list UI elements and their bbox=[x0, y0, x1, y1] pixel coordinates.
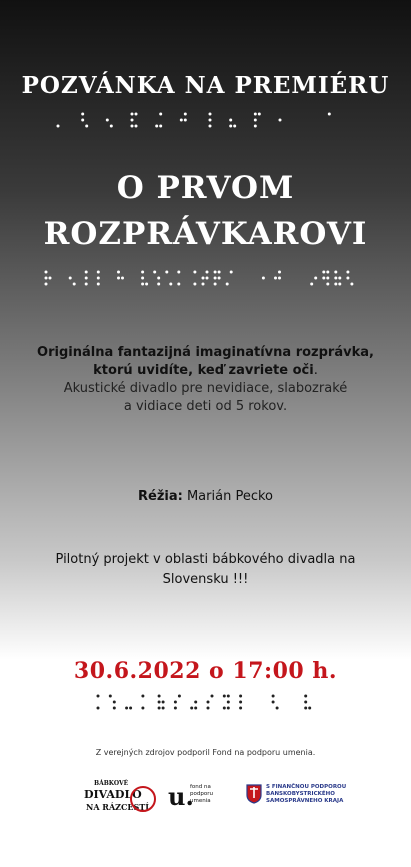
director-label: Réžia: bbox=[138, 489, 183, 504]
title-line-1: O PRVOM bbox=[116, 170, 295, 206]
bbsk-text: S FINANČNOU PODPOROU BANSKOBYSTRICKÉHO SAMOSPRÁVNEHO KRAJA bbox=[266, 784, 347, 804]
babkove-divadlo-logo bbox=[72, 780, 158, 816]
braille-invitation bbox=[0, 110, 411, 132]
fond-na-podporu-umenia-logo bbox=[168, 782, 238, 814]
director-name: Marián Pecko bbox=[186, 489, 273, 504]
premiere-date: 30.6.2022 o 17:00 h. bbox=[73, 658, 338, 684]
braille-title bbox=[0, 268, 411, 290]
description-bold-2: ktorú uvidíte, keď zavriete oči bbox=[93, 363, 314, 378]
pilot-project bbox=[30, 550, 381, 590]
funding-note: Z verejných zdrojov podporil Fond na podporu umenia. bbox=[95, 748, 316, 757]
fpu-text: fond na podporu umenia bbox=[190, 784, 213, 804]
director bbox=[0, 489, 411, 504]
bbsk-shield-icon bbox=[246, 784, 262, 804]
bdn-line-1: BÁBKOVÉ bbox=[94, 780, 129, 787]
logos-row bbox=[0, 778, 411, 818]
bbsk-logo bbox=[246, 782, 356, 814]
description-line-3: Akustické divadlo pre nevidiace, slabozraké bbox=[63, 381, 348, 396]
fpu-mark: u. bbox=[168, 782, 194, 811]
bdn-line-2: DIVADLO bbox=[84, 788, 142, 801]
description bbox=[20, 344, 391, 416]
pilot-line-2: Slovensku !!! bbox=[162, 572, 249, 587]
braille-date bbox=[0, 692, 411, 714]
invitation-heading: POZVÁNKA NA PREMIÉRU bbox=[21, 72, 390, 99]
description-period: . bbox=[313, 363, 318, 378]
pilot-line-1: Pilotný projekt v oblasti bábkového divadla na bbox=[55, 552, 356, 567]
description-bold-1: Originálna fantazijná imaginatívna rozprávka, bbox=[37, 345, 374, 360]
title-line-2: ROZPRÁVKAROVI bbox=[43, 216, 368, 252]
description-line-4: a vidiace deti od 5 rokov. bbox=[123, 399, 288, 414]
bdn-line-3: NA RÁZCESTÍ bbox=[86, 802, 149, 812]
bdn-badge-icon bbox=[130, 786, 156, 812]
